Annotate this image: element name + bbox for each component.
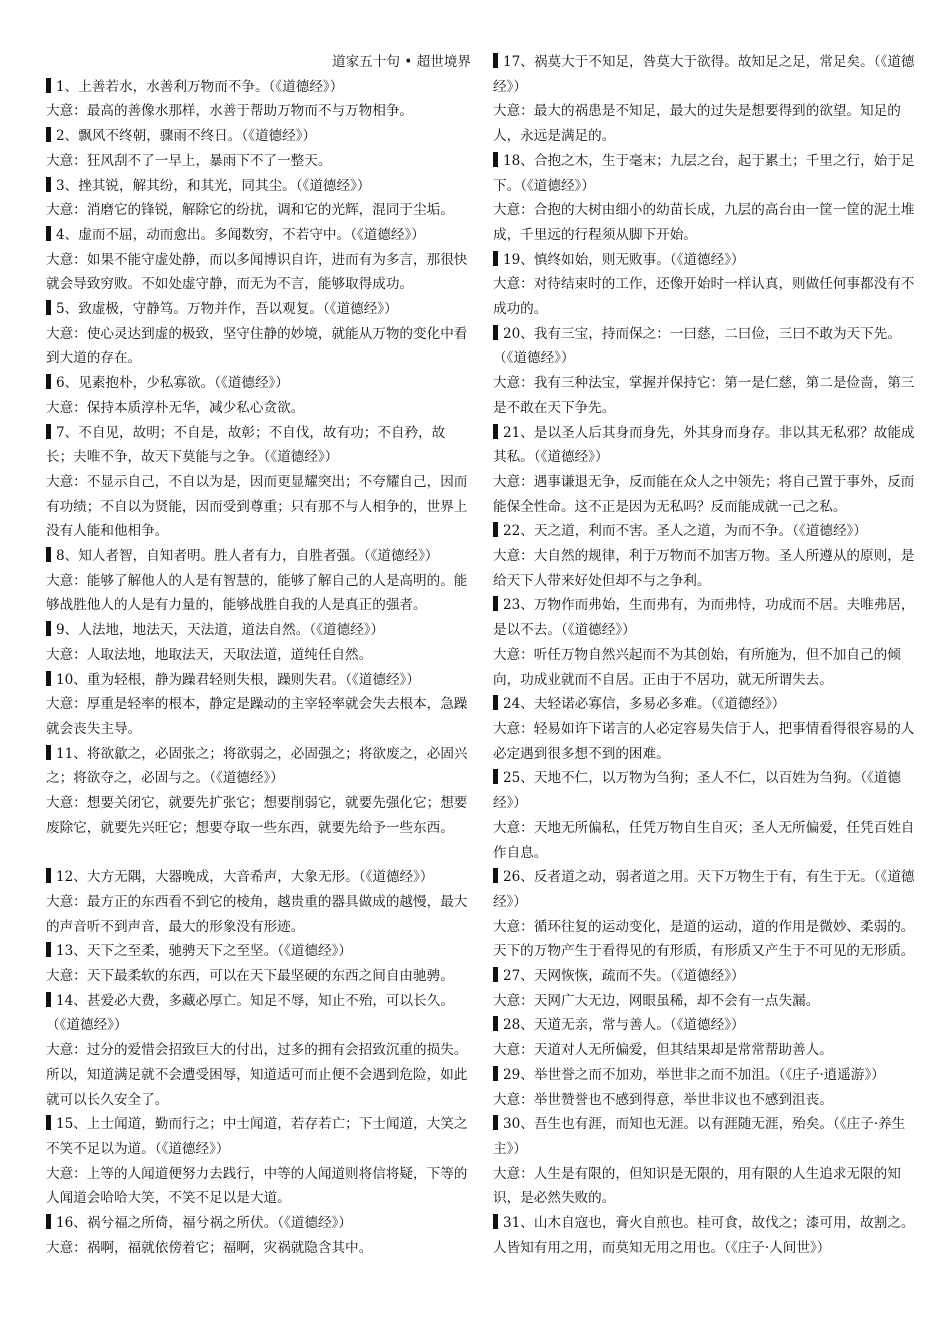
quote-line: 5、致虚极，守静笃。万物并作，吾以观复。（《道德经》）: [56, 301, 398, 318]
quote-entry: [46, 865, 471, 939]
quote-meaning: 大意：天下最柔软的东西，可以在天下最坚硬的东西之间自由驰骋。: [46, 968, 454, 984]
bullet-marker-icon: [493, 522, 498, 537]
quote-entry: [493, 1013, 918, 1062]
quote-text: [493, 421, 918, 470]
quote-line: 15、上士闻道，勤而行之；中士闻道，若存若亡；下士闻道，大笑之不笑不足以为道。（《道德经》）: [46, 1116, 468, 1157]
quote-line: 26、反者道之动，弱者道之用。天下万物生于有，有生于无。（《道德经》）: [493, 869, 915, 910]
quote-line: 17、祸莫大于不知足，咎莫大于欲得。故知足之足，常足矣。（《道德经》）: [493, 54, 915, 95]
quote-meaning: 大意：上等的人闻道便努力去践行，中等的人闻道则将信将疑，下等的人闻道会哈哈大笑，不笑不足以是大道。: [46, 1165, 468, 1207]
bullet-marker-icon: [46, 226, 51, 241]
quote-meaning: 大意：天地无所偏私，任凭万物自生自灭；圣人无所偏爱，任凭百姓自作自息。: [493, 819, 915, 861]
quote-text: [493, 1013, 918, 1038]
bullet-marker-icon: [493, 251, 498, 266]
quote-line: 19、慎终如始，则无败事。（《道德经》）: [503, 251, 745, 268]
quote-text: [493, 248, 918, 273]
quote-meaning: 大意：对待结束时的工作，还像开始时一样认真，则做任何事都没有不成功的。: [493, 276, 915, 318]
quote-line: 29、举世誉之而不加劝，举世非之而不加沮。（《庄子·逍遥游》）: [503, 1066, 885, 1083]
bullet-marker-icon: [493, 967, 498, 982]
quote-entry: [493, 766, 918, 865]
quote-entry: [46, 989, 471, 1113]
quote-entry: [493, 421, 918, 520]
quote-meaning: 大意：厚重是轻率的根本，静定是躁动的主宰轻率就会失去根本，急躁就会丧失主导。: [46, 696, 468, 737]
quote-line: 14、甚爱必大费，多藏必厚亡。知足不辱，知止不殆，可以长久。（《道德经》）: [46, 992, 454, 1034]
bullet-marker-icon: [493, 596, 498, 611]
bullet-marker-icon: [46, 671, 51, 686]
quote-entry: [493, 50, 918, 149]
bullet-marker-icon: [46, 374, 51, 389]
quote-entry: [46, 1211, 471, 1260]
quote-meaning: 大意：祸啊，福就依傍着它；福啊，灾祸就隐含其中。: [46, 1239, 373, 1256]
bullet-marker-icon: [493, 325, 498, 340]
quote-text: [493, 593, 918, 642]
quote-text: [46, 421, 471, 470]
quote-line: 9、人法地，地法天，天法道，道法自然。（《道德经》）: [56, 622, 385, 639]
quote-entry: [46, 1112, 471, 1211]
quote-meaning: 大意：不显示自己，不自以为是，因而更显耀突出；不夸耀自己，因而有功绩；不自以为贤能，因而受到尊重；只有那不与人相争的，世界上没有人能和他相争。: [46, 473, 468, 540]
quote-text: [46, 223, 471, 248]
quote-text: [46, 1211, 471, 1236]
bullet-marker-icon: [493, 868, 498, 883]
quote-meaning: 大意：天道对人无所偏爱，但其结果却是常常帮助善人。: [493, 1042, 833, 1059]
bullet-marker-icon: [46, 992, 51, 1007]
bullet-marker-icon: [46, 621, 51, 636]
bullet-marker-icon: [493, 695, 498, 710]
quote-meaning: 大意：过分的爱惜会招致巨大的付出，过多的拥有会招致沉重的损失。所以，知道满足就不会遭受困辱，知道适可而止便不会遇到危险，如此就可以长久安全了。: [46, 1042, 468, 1108]
quote-entry: [493, 964, 918, 1013]
left-column: [46, 50, 471, 1260]
quote-text: [46, 939, 471, 964]
quote-line: 22、天之道，利而不害。圣人之道，为而不争。（《道德经》）: [503, 523, 867, 540]
quote-line: 21、是以圣人后其身而身先，外其身而身存。非以其无私邪？故能成其私。（《道德经》）: [493, 424, 915, 466]
bullet-marker-icon: [46, 1115, 51, 1130]
quote-entry: [493, 149, 918, 248]
quote-entry: [493, 322, 918, 421]
quote-entry: [493, 692, 918, 766]
quote-text: [46, 989, 471, 1038]
quote-line: 23、万物作而弗始，生而弗有，为而弗恃，功成而不居。夫唯弗居，是以不去。（《道德经》）: [493, 597, 915, 639]
quote-line: 6、见素抱朴，少私寡欲。（《道德经》）: [56, 375, 289, 392]
bullet-marker-icon: [46, 424, 51, 439]
quote-meaning: 大意：举世赞誉也不感到得意，举世非议也不感到沮丧。: [493, 1091, 833, 1108]
quote-meaning: 大意：我有三种法宝，掌握并保持它：第一是仁慈，第二是俭啬，第三是不敢在天下争先。: [493, 375, 915, 416]
quote-entry: [46, 742, 471, 841]
quote-line: 12、大方无隅，大器晚成，大音希声，大象无形。（《道德经》）: [56, 869, 434, 886]
quote-text: [46, 371, 471, 396]
quote-text: [46, 544, 471, 569]
quote-line: 10、重为轻根，静为躁君轻则失根，躁则失君。（《道德经》）: [56, 671, 420, 688]
blank-line: [46, 841, 471, 866]
quote-meaning: 大意：如果不能守虚处静，而以多闻博识自许，进而有为多言，那很快就会导致穷败。不如处虚守静，而无为不言，能够取得成功。: [46, 251, 468, 293]
quote-text: [493, 1211, 918, 1260]
quote-entry: [46, 371, 471, 420]
page-title: 道家五十句 • 超世境界: [331, 54, 471, 70]
bullet-marker-icon: [46, 745, 51, 760]
quote-entry: [46, 124, 471, 173]
quote-meaning: 大意：消磨它的锋锐，解除它的纷扰，调和它的光辉，混同于尘垢。: [46, 202, 454, 219]
quote-meaning: 大意：想要关闭它，就要先扩张它；想要削弱它，就要先强化它；想要废除它，就要先兴旺它；想要夺取一些东西，就要先给予一些东西。: [46, 795, 468, 836]
bullet-marker-icon: [46, 1214, 51, 1229]
quote-meaning: 大意：最方正的东西看不到它的棱角，越贵重的器具做成的越慢，最大的声音听不到声音，最大的形象没有形迹。: [46, 893, 468, 935]
bullet-marker-icon: [493, 1115, 498, 1130]
quote-line: 31、山木自寇也，膏火自煎也。桂可食，故伐之；漆可用，故割之。人皆知有用之用，而莫知无用之用也。（《庄子·人间世》）: [493, 1215, 915, 1256]
quote-text: [46, 75, 471, 100]
quote-line: 25、天地不仁，以万物为刍狗；圣人不仁，以百姓为刍狗。（《道德经》）: [493, 770, 901, 812]
quote-text: [493, 322, 918, 371]
quote-line: 30、吾生也有涯，而知也无涯。以有涯随无涯，殆矣。（《庄子·养生主》）: [493, 1116, 906, 1157]
quote-meaning: 大意：天网广大无边，网眼虽稀，却不会有一点失漏。: [493, 992, 820, 1009]
bullet-marker-icon: [493, 152, 498, 167]
quote-entry: [493, 865, 918, 964]
quote-entry: [46, 939, 471, 988]
right-column: [493, 50, 918, 1260]
bullet-marker-icon: [493, 1016, 498, 1031]
quote-meaning: 大意：遇事谦退无争，反而能在众人之中领先；将自己置于事外，反而能保全性命。这不正是因为无私吗？反而能成就一己之私。: [493, 473, 915, 515]
quote-line: 18、合抱之木，生于毫末；九层之台，起于累土；千里之行，始于足下。（《道德经》）: [493, 152, 915, 194]
quote-meaning: 大意：循环往复的运动变化，是道的运动，道的作用是微妙、柔弱的。天下的万物产生于看得见的有形质，有形质又产生于不可见的无形质。: [493, 918, 915, 960]
bullet-marker-icon: [46, 868, 51, 883]
bullet-marker-icon: [46, 177, 51, 192]
quote-meaning: 大意：合抱的大树由细小的幼苗长成，九层的高台由一筐一筐的泥土堆成，千里远的行程须从脚下开始。: [493, 202, 915, 243]
quote-meaning: 大意：使心灵达到虚的极致，坚守住静的妙境，就能从万物的变化中看到大道的存在。: [46, 325, 468, 367]
quote-entry: [46, 223, 471, 297]
quote-entry: [493, 1211, 918, 1260]
quote-meaning: 大意：轻易如许下诺言的人必定容易失信于人，把事情看得很容易的人必定遇到很多想不到的困难。: [493, 720, 915, 762]
quote-text: [493, 964, 918, 989]
quote-meaning: 大意：狂风刮不了一早上，暴雨下不了一整天。: [46, 152, 332, 169]
quote-line: 28、天道无亲，常与善人。（《道德经》）: [503, 1017, 745, 1034]
quote-text: [46, 297, 471, 322]
quote-meaning: 大意：大自然的规律，利于万物而不加害万物。圣人所遵从的原则，是给天下人带来好处但却不与之争利。: [493, 548, 915, 589]
quote-line: 13、天下之至柔，驰骋天下之至坚。（《道德经》）: [56, 943, 352, 960]
bullet-marker-icon: [493, 53, 498, 68]
quote-line: 7、不自见，故明；不自是，故彰；不自伐，故有功；不自矜，故长；夫唯不争，故天下莫能与之争。（《道德经》）: [46, 424, 446, 466]
quote-line: 16、祸兮福之所倚，福兮祸之所伏。（《道德经》）: [56, 1215, 352, 1232]
quote-line: 1、上善若水，水善利万物而不争。（《道德经》）: [56, 78, 344, 95]
quote-meaning: 大意：保持本质淳朴无华，减少私心贪欲。: [46, 399, 305, 416]
quote-text: [493, 149, 918, 198]
bullet-marker-icon: [493, 424, 498, 439]
quote-text: [493, 1112, 918, 1161]
quote-text: [493, 1063, 918, 1088]
quote-entry: [46, 297, 471, 371]
quote-text: [493, 865, 918, 914]
quote-entry: [493, 519, 918, 593]
quote-line: 24、夫轻诺必寡信，多易必多难。（《道德经》）: [503, 696, 786, 713]
quote-text: [46, 865, 471, 890]
quote-entry: [493, 1063, 918, 1112]
quote-entry: [46, 618, 471, 667]
quote-text: [46, 742, 471, 791]
quote-line: 20、我有三宝，持而保之：一曰慈，二曰俭，三曰不敢为天下先。（《道德经》）: [493, 325, 901, 367]
quote-line: 3、挫其锐，解其纷，和其光，同其尘。（《道德经》）: [56, 177, 371, 194]
bullet-marker-icon: [46, 300, 51, 315]
quote-line: 11、将欲歙之，必固张之；将欲弱之，必固强之；将欲废之，必固兴之；将欲夺之，必固与之。（《道德经》）: [46, 745, 468, 787]
quote-entry: [493, 1112, 918, 1211]
quote-meaning: 大意：最高的善像水那样，水善于帮助万物而不与万物相争。: [46, 103, 414, 120]
bullet-marker-icon: [493, 1214, 498, 1229]
bullet-marker-icon: [46, 127, 51, 142]
quote-entry: [493, 248, 918, 322]
quote-entry: [46, 75, 471, 124]
bullet-marker-icon: [493, 1066, 498, 1081]
quote-text: [46, 1112, 471, 1161]
quote-meaning: 大意：人取法地，地取法天，天取法道，道纯任自然。: [46, 646, 373, 663]
quote-entry: [46, 421, 471, 545]
quote-meaning: 大意：人生是有限的，但知识是无限的，用有限的人生追求无限的知识，是必然失败的。: [493, 1165, 901, 1207]
title-row: [46, 50, 471, 75]
quote-line: 2、飘风不终朝，骤雨不终日。（《道德经》）: [56, 128, 317, 145]
quote-line: 8、知人者智，自知者明。胜人者有力，自胜者强。（《道德经》）: [56, 548, 439, 565]
bullet-marker-icon: [46, 547, 51, 562]
bullet-marker-icon: [46, 78, 51, 93]
quote-text: [46, 618, 471, 643]
quote-text: [46, 174, 471, 199]
quote-text: [493, 519, 918, 544]
quote-entry: [46, 174, 471, 223]
quote-line: 4、虚而不屈，动而愈出。多闻数穷，不若守中。（《道德经》）: [56, 226, 425, 243]
bullet-marker-icon: [46, 942, 51, 957]
bullet-marker-icon: [493, 769, 498, 784]
quote-text: [46, 124, 471, 149]
quote-entry: [46, 668, 471, 742]
quote-entry: [46, 544, 471, 618]
quote-text: [493, 50, 918, 99]
quote-meaning: 大意：最大的祸患是不知足，最大的过失是想要得到的欲望。知足的人，永远是满足的。: [493, 103, 901, 145]
quote-meaning: 大意：能够了解他人的人是有智慧的，能够了解自己的人是高明的。能够战胜他人的人是有力量的，能够战胜自我的人是真正的强者。: [46, 572, 468, 614]
quote-meaning: 大意：听任万物自然兴起而不为其创始，有所施为，但不加自己的倾向，功成业就而不自居。正由于不居功，就无所谓失去。: [493, 646, 901, 688]
quote-entry: [493, 593, 918, 692]
quote-line: 27、天网恢恢，疏而不失。（《道德经》）: [503, 968, 745, 985]
quote-text: [46, 668, 471, 693]
quote-text: [493, 766, 918, 815]
quote-text: [493, 692, 918, 717]
